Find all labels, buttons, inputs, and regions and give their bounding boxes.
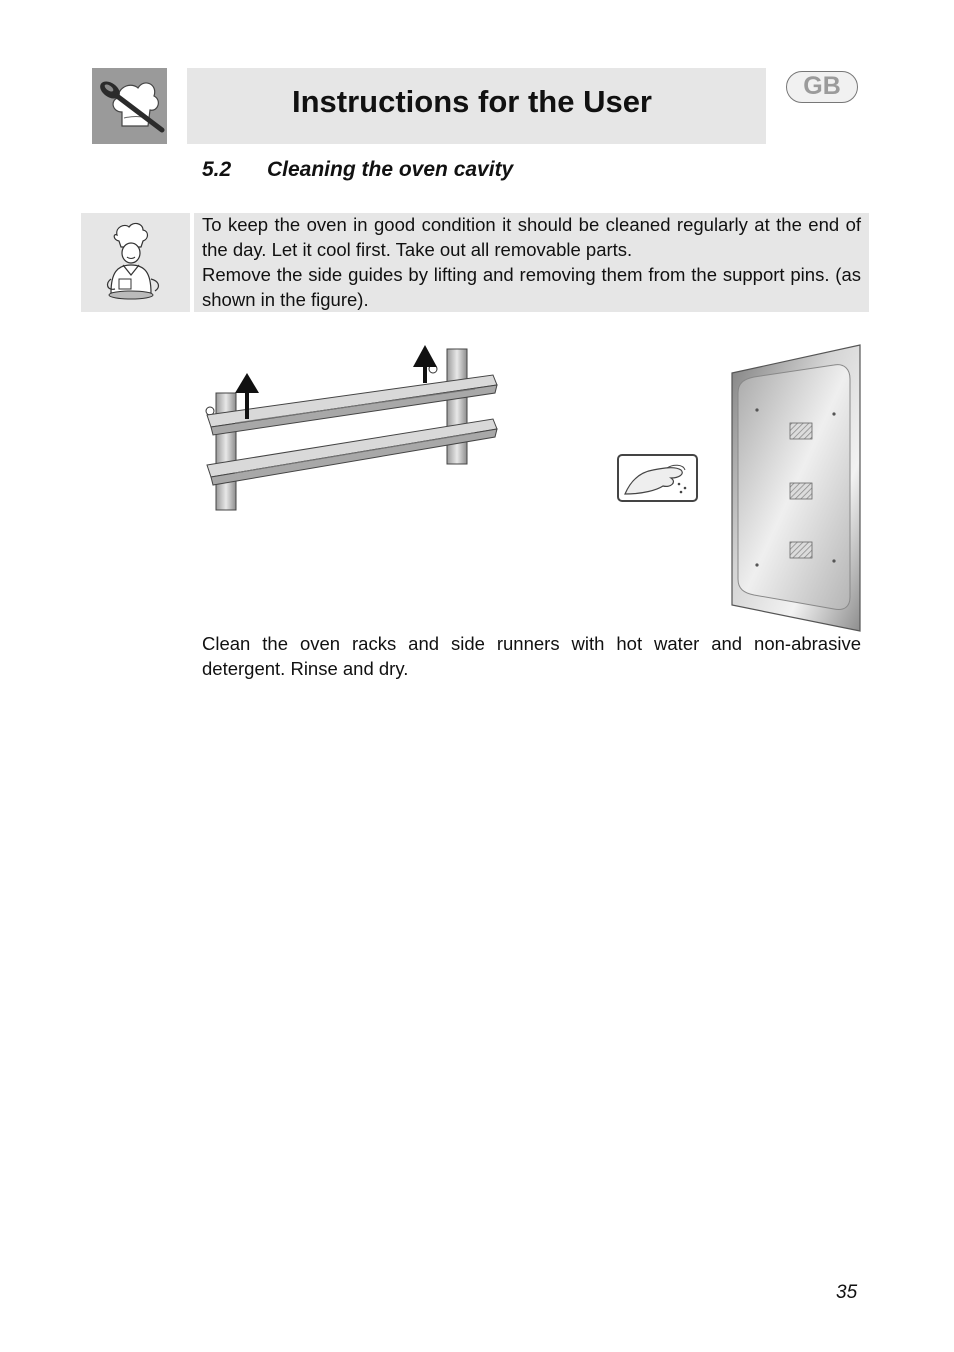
oven-side-wall-illustration <box>730 343 862 633</box>
note-paragraph: To keep the oven in good condition it should be cleaned regularly at the end of the day. Let it cool first. Take out all removable parts. <box>202 214 861 260</box>
chef-icon-box <box>81 213 190 312</box>
section-title: Cleaning the oven cavity <box>267 158 514 181</box>
note-paragraph: Remove the side guides by lifting and removing them from the support pins. (as shown in the figure). <box>202 264 861 310</box>
language-badge: GB <box>786 71 858 103</box>
section-number: 5.2 <box>202 158 232 181</box>
chef-icon <box>81 213 190 312</box>
page-number: 35 <box>836 1282 858 1303</box>
side-guides-lift-illustration <box>205 343 500 513</box>
page-title: Instructions for the User <box>292 84 652 119</box>
body-paragraph: Clean the oven racks and side runners with hot water and non-abrasive detergent. Rinse and dry. <box>202 633 861 679</box>
title-band <box>187 68 766 144</box>
spoon-and-chef-hat-icon <box>92 68 167 144</box>
note-text <box>202 212 861 312</box>
cloth-cleaning-icon <box>617 454 698 502</box>
section-heading <box>202 158 513 182</box>
note-panel <box>194 213 869 312</box>
logo <box>92 68 167 144</box>
